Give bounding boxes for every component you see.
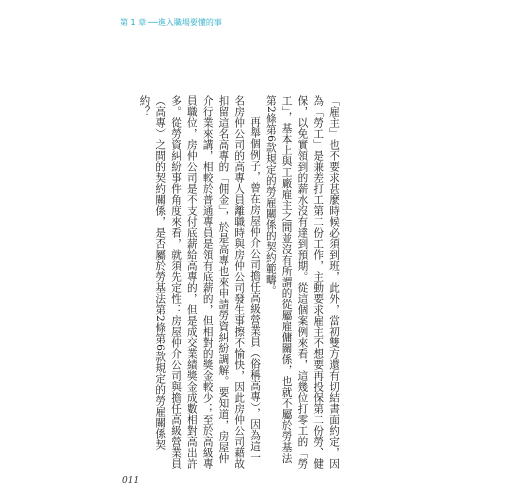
paragraph-2: 再舉個例子，曾在房屋仲介公司擔任高級營業員（俗稱高專），因為這一名房仲公司的高專人員離職時與房仲公司發生事擦不愉快，因此房仲公司藉故扣留這名高專的「佣金」，於是高專也來申請勞資糾紛調解。要知道，房屋仲介行業來講，相較於普通專員是領有底薪的，但相對的獎金較少；至於高級專員職位，房仲公司是不支付底薪給高專的，但是成交業績獎金成數相對高出許多。從勞資糾紛事件角度來看，就須先定性：房屋仲介公司與擔任高級營業員（高專）之間的契約關係，是否屬於勞基法第2條第6款規定的勞雇關係契約？ xyxy=(138,95,262,469)
chapter-title: ──進入職場要懂的事 xyxy=(148,18,222,27)
vertical-body-text xyxy=(138,95,341,470)
page-number: 011 xyxy=(122,476,140,486)
chapter-label: 第 1 章 xyxy=(120,18,147,27)
paragraph-1: 「雇主」也不要求甚麼時候必須到班，此外，當初雙方還有切結書面約定，因為「勞工」是兼差打工第二份工作，主動要求雇主不想要再投保第二份勞、健保，以免實領到的薪水沒有達到預期。從這個案例來看，這幾位打零工的「勞工」，基本上與工廠雇主之間並沒有所謂的從屬雇傭關係，也就不屬於勞基法第2條第6款規定的勞雇關係的契約範疇。 xyxy=(264,95,340,469)
running-header xyxy=(120,17,222,28)
